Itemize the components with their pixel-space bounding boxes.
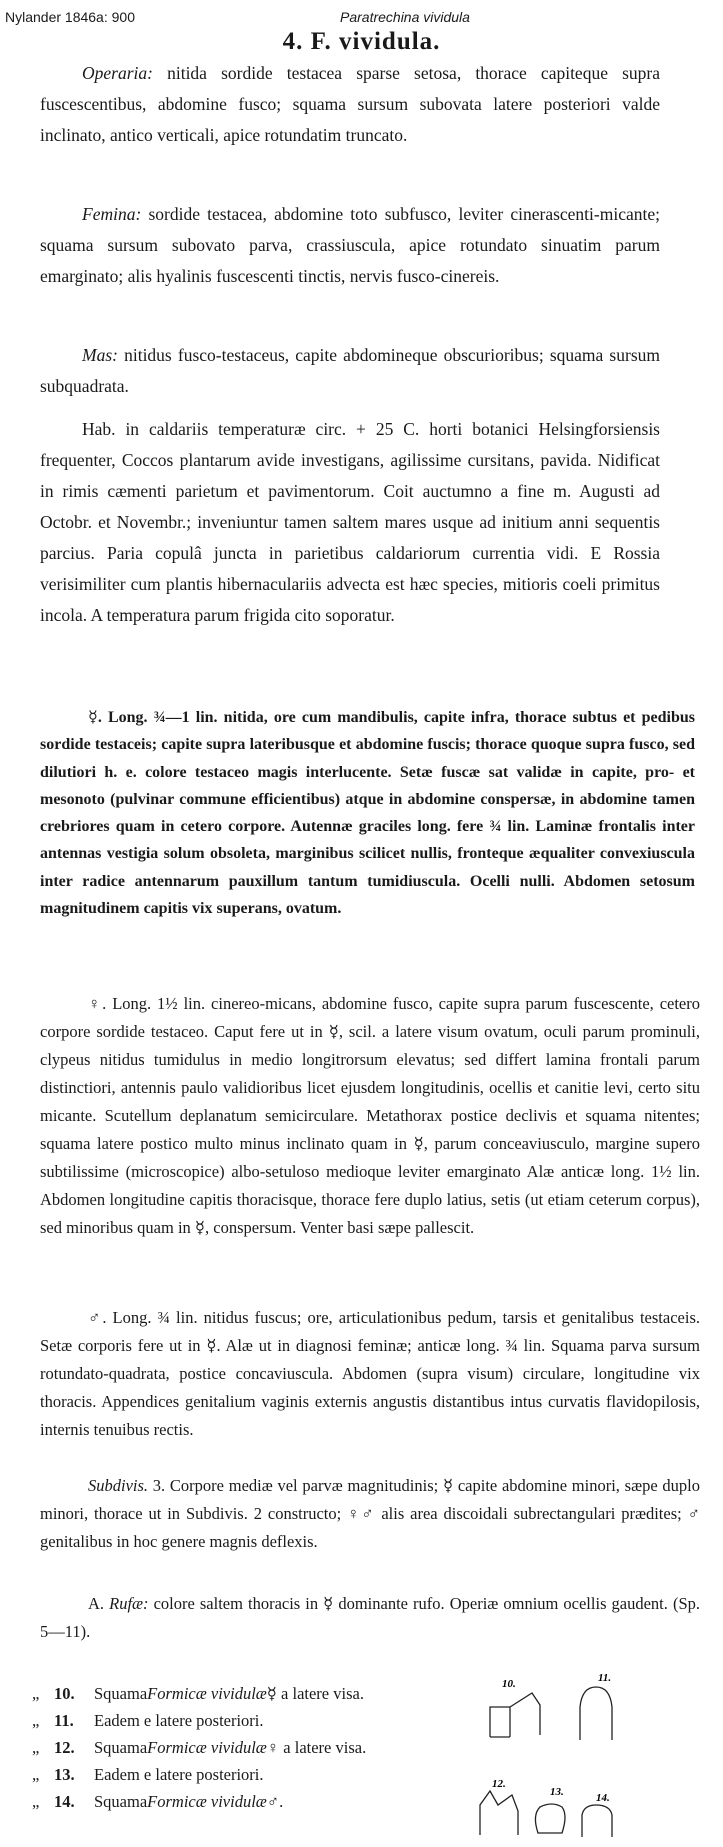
fig-label-13: 13. bbox=[550, 1786, 564, 1798]
plate-number: 14. bbox=[54, 1792, 75, 1811]
fig-label-12: 12. bbox=[492, 1778, 506, 1790]
ditto-mark: „ bbox=[32, 1792, 40, 1811]
taxon-header: Paratrechina vividula bbox=[340, 9, 470, 25]
species-title: 4. F. vividula. bbox=[282, 28, 441, 55]
plate-text-end: ♂. bbox=[266, 1792, 284, 1811]
subdivis-text: 3. Corpore mediæ vel parvæ magnitudinis; ☿ capite abdomine minori, sæpe duplo minori, thorace ut in Subdivis. 2 constructo; ♀♂ alis area discoidali subrectangulari prædites; ♂ genitalibus in hoc genere magnis deflexis. bbox=[40, 1476, 700, 1551]
operaria-paragraph bbox=[40, 58, 660, 151]
habitat-paragraph: Hab. in caldariis temperaturæ circ. + 25 C. horti botanici Helsingforsiensis frequenter, Coccos plantarum avide investigans, agilissime cursitans, pavida. Nidificat in rimis cæmenti parietum et pavimentorum. Coit auctumno a fine m. Augusti ad Octobr. et Novembr.; inveniuntur tamen saltem mares usque ad initium anni sequentis parcius. Paria copulâ juncta in parietibus caldariorum currentia vidi. E Rossia verisimiliter cum plantis hibernaculariis advecta est hæc species, mitioris coeli primitus incola. A temperatura parum frigida cito soporatur. bbox=[40, 419, 660, 625]
plate-species: Formicæ vividulæ bbox=[147, 1792, 267, 1811]
plate-text: Eadem e latere posteriori. bbox=[94, 1711, 264, 1730]
plate-number: 11. bbox=[54, 1711, 74, 1730]
female-description: ♀. Long. 1½ lin. cinereo-micans, abdomine fusco, capite supra parum fuscescente, cetero corpore sordide testaceo. Caput fere ut in ☿, scil. a latere visum ovatum, oculi parum prominuli, clypeus nitidus tumidulus in medio longitrorsum elevatus; sed differt lamina frontali parum distinctiori, antennis paulo validioribus licet ejusdem longitudinis, ocellis et canitie levi, certo situ micante. Scutellum deplanatum semicirculare. Metathorax postice declivis et squama nitentes; squama latere postico multo minus inclinato quam in ☿, parum conceaviusculo, margine supero subtilissime (microscopice) albo-setuloso medioque leviter emarginato Alæ anticæ long. 1½ lin. Abdomen longitudine capitis thoracisque, thorace fere duplo latius, setis (ut etiam ceterum corpus), sed minoribus quam in ☿, conspersum. Venter basi sæpe pallescit. bbox=[40, 994, 700, 1237]
citation-header: Nylander 1846a: 900 bbox=[5, 9, 135, 25]
squama-figures bbox=[470, 1665, 720, 1842]
fig-12-outline bbox=[480, 1791, 518, 1835]
rufae-text: colore saltem thoracis in ☿ dominante rufo. Operiæ omnium ocellis gaudent. (Sp. 5—11). bbox=[40, 1594, 700, 1641]
plate-item bbox=[32, 1734, 502, 1761]
plate-legend bbox=[32, 1680, 502, 1815]
subdivis-paragraph bbox=[40, 1472, 700, 1556]
plate-number: 12. bbox=[54, 1738, 75, 1757]
plate-text: Squama bbox=[94, 1792, 148, 1811]
plate-number: 10. bbox=[54, 1684, 75, 1703]
ditto-mark: „ bbox=[32, 1711, 40, 1730]
fig-11-outline bbox=[580, 1687, 612, 1740]
plate-text: Squama bbox=[94, 1684, 148, 1703]
operaria-text: nitida sordide testacea sparse setosa, thorace capiteque supra fuscescentibus, abdomine fusco; squama sursum subovata latere posteriori valde inclinato, antico verticali, apice rotundatim truncato. bbox=[40, 63, 660, 145]
fig-13-outline bbox=[535, 1804, 565, 1833]
mas-paragraph bbox=[40, 340, 660, 402]
fig-10-outline bbox=[490, 1693, 540, 1737]
femina-lead: Femina: bbox=[82, 204, 142, 224]
squama-sketches bbox=[470, 1665, 720, 1842]
plate-species: Formicæ vividulæ bbox=[147, 1738, 267, 1757]
femina-paragraph bbox=[40, 199, 660, 292]
plate-text: Eadem e latere posteriori. bbox=[94, 1765, 264, 1784]
plate-item bbox=[32, 1761, 502, 1788]
plate-text-end: ♀ a latere visa. bbox=[266, 1738, 367, 1757]
plate-text-end: ☿ a latere visa. bbox=[266, 1684, 364, 1703]
plate-text: Squama bbox=[94, 1738, 148, 1757]
ditto-mark: „ bbox=[32, 1765, 40, 1784]
femina-text: sordide testacea, abdomine toto subfusco, leviter cinerascenti-micante; squama sursum subovato parva, crassiuscula, apice rotundato sinuatim parum emarginato; alis hyalinis fuscescenti tinctis, nervis fusco-cinereis. bbox=[40, 204, 660, 286]
plate-item bbox=[32, 1680, 502, 1707]
plate-item bbox=[32, 1707, 502, 1734]
worker-description: ☿. Long. ¾—1 lin. nitida, ore cum mandibulis, capite infra, thorace subtus et pedibus sordide testaceis; capite supra lateribusque et abdomine fuscis; thorace quoque supra fusco, sed dilutiori h. e. colore testaceo magis interlucente. Setæ fuscæ sat validæ in capite, pro- et mesonoto (pulvinar commune efficientibus) atque in abdomine conspersæ, in abdomine tamen crebriores quam in cetero corpore. Autennæ graciles long. fere ¾ lin. Laminæ frontalis inter antennas vestigia solum obsoleta, marginibus scilicet nullis, fronteque æqualiter convexiuscula inter radice antennarum pauxillum tantum tumidiuscula. Ocelli nulli. Abdomen setosum magnitudinem capitis vix superans, ovatum. bbox=[40, 709, 695, 918]
plate-number: 13. bbox=[54, 1765, 75, 1784]
operaria-lead: Operaria: bbox=[82, 63, 153, 83]
rufae-lead: Rufæ: bbox=[109, 1594, 149, 1613]
ditto-mark: „ bbox=[32, 1684, 40, 1703]
mas-lead: Mas: bbox=[82, 345, 118, 365]
fig-14-outline bbox=[582, 1805, 612, 1837]
fig-label-11: 11. bbox=[598, 1672, 612, 1684]
subdivis-lead: Subdivis. bbox=[88, 1476, 149, 1495]
male-description: ♂. Long. ¾ lin. nitidus fuscus; ore, articulationibus pedum, tarsis et genitalibus testaceis. Setæ corporis fere ut in ☿. Alæ ut in diagnosi feminæ; anticæ long. ¾ lin. Squama parva sursum rotundato-quadrata, postice concaviuscula. Abdomen (supra visum) circulare, longitudine vix thoracis. Appendices genitalium vaginis externis angustis distantibus intus curvatis flavidopilosis, internis tenuibus rectis. bbox=[40, 1308, 700, 1439]
plate-species: Formicæ vividulæ bbox=[147, 1684, 267, 1703]
rufae-paragraph bbox=[40, 1590, 700, 1646]
ditto-mark: „ bbox=[32, 1738, 40, 1757]
fig-label-14: 14. bbox=[596, 1792, 610, 1804]
mas-text: nitidus fusco-testaceus, capite abdomineque obscurioribus; squama sursum subquadrata. bbox=[40, 345, 660, 396]
rufae-prefix: A. bbox=[88, 1594, 105, 1613]
plate-item bbox=[32, 1788, 502, 1815]
fig-label-10: 10. bbox=[502, 1678, 516, 1690]
